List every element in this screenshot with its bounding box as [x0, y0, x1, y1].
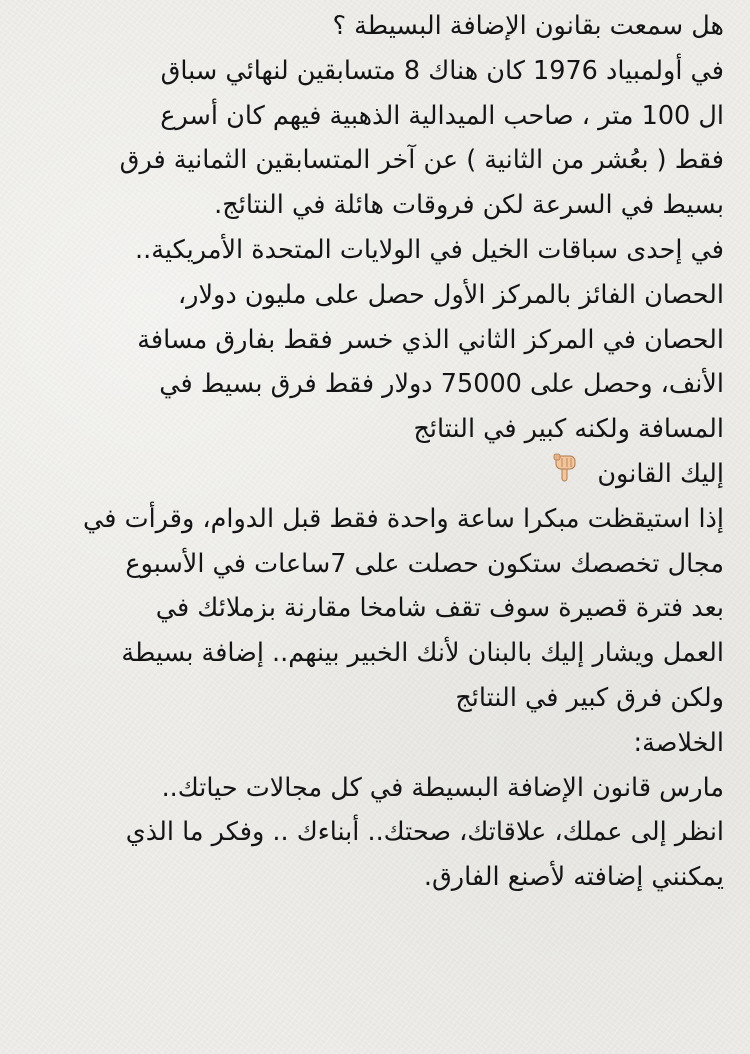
text-line-18: مارس قانون الإضافة البسيطة في كل مجالات حياتك.. — [161, 772, 724, 803]
text-line-14: بعد فترة قصيرة سوف تقف شامخا مقارنة بزملائك في — [155, 593, 724, 624]
text-line-10: المسافة ولكنه كبير في النتائج — [413, 414, 724, 445]
text-line-15: العمل ويشار إليك بالبنان لأنك الخبير بينهم.. إضافة بسيطة — [121, 638, 724, 669]
text-line-20: يمكنني إضافته لأصنع الفارق. — [423, 862, 724, 893]
text-line-1: هل سمعت بقانون الإضافة البسيطة ؟ — [332, 11, 724, 41]
text-line-8: الحصان في المركز الثاني الذي خسر فقط بفارق مسافة — [137, 324, 724, 355]
law-heading: إليك القانون — [597, 458, 724, 489]
text-line-4: فقط ( بعُشر من الثانية ) عن آخر المتسابقين الثمانية فرق — [119, 145, 724, 176]
text-line-2: في أولمبياد 1976 كان هناك 8 متسابقين لنهائي سباق — [160, 55, 724, 86]
text-line-9: الأنف، وحصل على 75000 دولار فقط فرق بسيط في — [159, 369, 724, 400]
text-line-13: مجال تخصصك ستكون حصلت على 7ساعات في الأسبوع — [125, 548, 724, 579]
text-line-3: ال 100 متر ، صاحب الميدالية الذهبية فيهم كان أسرع — [160, 100, 724, 131]
text-line-12: إذا استيقظت مبكرا ساعة واحدة فقط قبل الدوام، وقرأت في — [83, 503, 724, 534]
text-line-11 — [22, 452, 724, 497]
text-line-19: انظر إلى عملك، علاقاتك، صحتك.. أبناءك .. وفكر ما الذي — [125, 817, 724, 848]
pointing-down-hand-icon — [553, 453, 579, 498]
text-line-7: الحصان الفائز بالمركز الأول حصل على مليون دولار، — [177, 279, 724, 310]
summary-heading: الخلاصة: — [633, 727, 724, 758]
text-line-6: في إحدى سباقات الخيل في الولايات المتحدة الأمريكية.. — [135, 234, 724, 265]
text-line-5: بسيط في السرعة لكن فروقات هائلة في النتائج. — [214, 190, 724, 221]
text-line-16: ولكن فرق كبير في النتائج — [455, 682, 724, 713]
